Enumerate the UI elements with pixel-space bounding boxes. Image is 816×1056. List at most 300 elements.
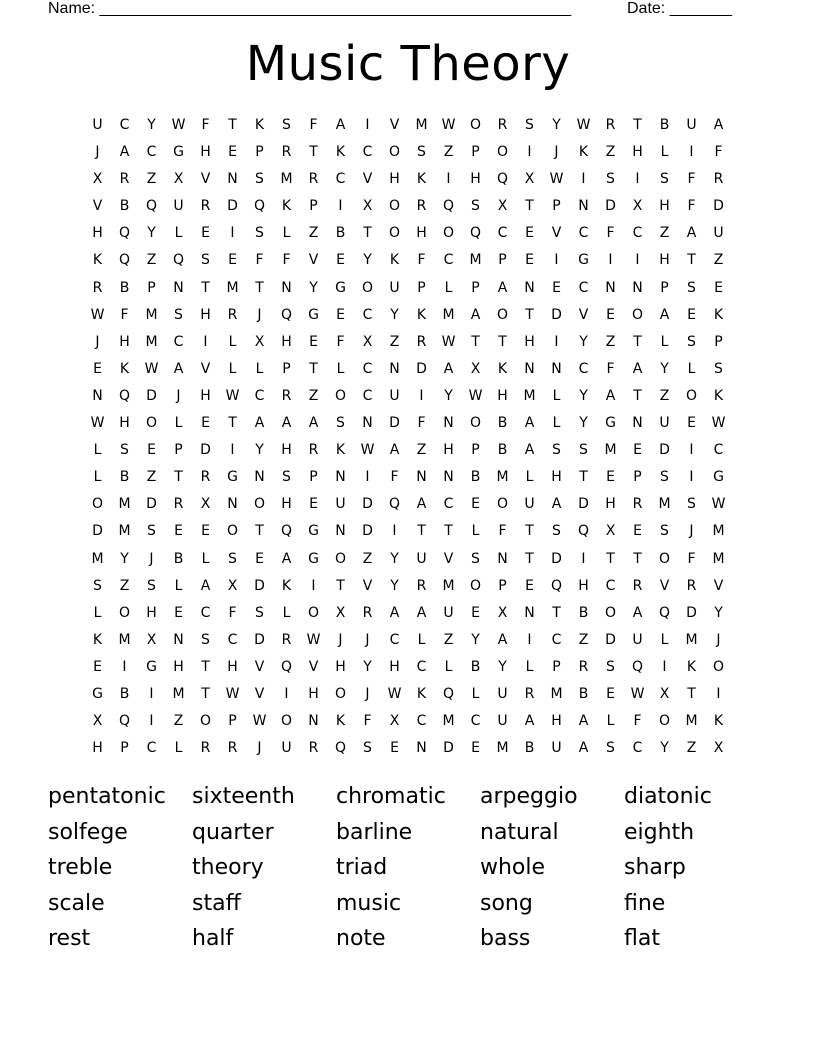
word-search-grid — [84, 112, 732, 762]
grid-letter: G — [308, 306, 319, 323]
grid-letter: C — [632, 740, 643, 757]
grid-letter: D — [551, 306, 562, 323]
grid-letter: U — [389, 279, 400, 296]
grid-letter: H — [119, 415, 130, 432]
grid-letter: L — [444, 658, 453, 675]
grid-letter: U — [659, 415, 670, 432]
grid-letter: C — [146, 740, 157, 757]
grid-letter: P — [498, 577, 507, 594]
grid-letter: I — [149, 713, 154, 730]
grid-letter: H — [551, 713, 562, 730]
grid-letter: F — [417, 415, 426, 432]
grid-letter: N — [416, 469, 427, 486]
grid-letter: P — [471, 442, 480, 459]
grid-letter: K — [335, 442, 346, 459]
grid-letter: P — [282, 360, 291, 377]
grid-letter: T — [363, 225, 372, 242]
grid-letter: Z — [308, 387, 319, 404]
grid-letter: E — [174, 523, 183, 540]
grid-letter: H — [227, 658, 238, 675]
grid-letter: F — [687, 171, 696, 188]
grid-letter: H — [173, 658, 184, 675]
grid-letter: J — [365, 685, 370, 702]
grid-letter: D — [92, 523, 103, 540]
word-bank-item: flat — [624, 926, 660, 951]
grid-letter: N — [227, 496, 238, 513]
grid-letter: I — [311, 577, 316, 594]
grid-letter: O — [712, 658, 725, 675]
grid-letter: H — [632, 144, 643, 161]
grid-letter: W — [171, 117, 186, 133]
grid-letter: P — [255, 144, 264, 161]
grid-letter: R — [119, 171, 130, 188]
grid-letter: E — [525, 577, 534, 594]
grid-letter: W — [387, 685, 402, 702]
grid-letter: P — [147, 279, 156, 296]
grid-letter: Z — [443, 144, 454, 161]
grid-letter: N — [281, 279, 292, 296]
grid-letter: C — [362, 144, 373, 161]
grid-letter: S — [201, 631, 210, 648]
grid-letter: T — [633, 117, 642, 133]
grid-letter: Q — [442, 685, 455, 702]
grid-letter: M — [442, 577, 455, 594]
grid-letter: M — [712, 550, 725, 567]
grid-letter: P — [471, 144, 480, 161]
grid-letter: X — [200, 496, 211, 513]
grid-letter: C — [443, 252, 454, 269]
grid-letter: S — [417, 144, 426, 161]
grid-letter: L — [93, 442, 102, 459]
grid-letter: N — [632, 415, 643, 432]
grid-letter: M — [442, 306, 455, 323]
word-bank-item: theory — [192, 855, 264, 880]
grid-letter: K — [713, 306, 724, 323]
grid-letter: V — [713, 577, 724, 594]
grid-letter: H — [281, 333, 292, 350]
grid-letter: I — [635, 252, 640, 269]
grid-letter: M — [604, 442, 617, 459]
grid-letter: T — [498, 333, 507, 350]
grid-letter: T — [444, 523, 453, 540]
grid-letter: C — [632, 225, 643, 242]
grid-letter: Y — [498, 658, 507, 675]
grid-letter: G — [713, 469, 724, 486]
grid-letter: E — [201, 415, 210, 432]
grid-letter: H — [470, 171, 481, 188]
grid-letter: E — [606, 469, 615, 486]
grid-letter: I — [689, 469, 694, 486]
grid-letter: R — [416, 577, 427, 594]
grid-letter: E — [687, 306, 696, 323]
grid-letter: O — [388, 225, 401, 242]
grid-letter: S — [660, 469, 669, 486]
grid-letter: Q — [577, 523, 590, 540]
grid-letter: E — [255, 550, 264, 567]
grid-letter: O — [442, 225, 455, 242]
grid-letter: H — [389, 171, 400, 188]
grid-letter: R — [281, 631, 292, 648]
grid-letter: M — [118, 496, 131, 513]
grid-letter: E — [201, 523, 210, 540]
grid-letter: W — [468, 387, 483, 404]
grid-letter: E — [309, 333, 318, 350]
grid-letter: A — [281, 415, 292, 432]
grid-letter: P — [309, 469, 318, 486]
grid-letter: M — [145, 333, 158, 350]
grid-letter: O — [658, 550, 671, 567]
grid-letter: L — [174, 415, 183, 432]
grid-letter: W — [576, 117, 591, 133]
grid-letter: U — [497, 713, 508, 730]
grid-letter: K — [416, 685, 427, 702]
grid-letter: K — [281, 198, 292, 215]
grid-letter: M — [145, 306, 158, 323]
grid-letter: L — [417, 631, 426, 648]
grid-letter: O — [469, 117, 482, 133]
grid-letter: C — [389, 631, 400, 648]
grid-letter: D — [146, 496, 157, 513]
grid-letter: M — [523, 387, 536, 404]
grid-letter: G — [308, 550, 319, 567]
grid-letter: R — [308, 442, 319, 459]
grid-letter: A — [443, 360, 454, 377]
grid-letter: G — [92, 685, 103, 702]
grid-letter: W — [252, 713, 267, 730]
grid-letter: R — [281, 387, 292, 404]
grid-letter: R — [227, 740, 238, 757]
grid-letter: A — [497, 279, 508, 296]
grid-letter: O — [280, 713, 293, 730]
grid-letter: I — [392, 523, 397, 540]
grid-letter: P — [309, 198, 318, 215]
grid-letter: Z — [713, 252, 724, 269]
grid-letter: R — [200, 740, 211, 757]
grid-letter: X — [92, 171, 103, 188]
grid-letter: T — [633, 387, 642, 404]
grid-letter: X — [335, 604, 346, 621]
grid-letter: L — [660, 631, 669, 648]
grid-letter: E — [336, 306, 345, 323]
grid-letter: B — [335, 225, 346, 242]
grid-letter: M — [496, 469, 509, 486]
grid-letter: V — [443, 550, 454, 567]
grid-letter: S — [255, 225, 264, 242]
grid-letter: Z — [443, 631, 454, 648]
grid-letter: O — [469, 577, 482, 594]
grid-letter: X — [632, 198, 643, 215]
grid-letter: E — [201, 225, 210, 242]
grid-letter: Q — [388, 496, 401, 513]
grid-letter: O — [469, 415, 482, 432]
grid-letter: I — [581, 550, 586, 567]
grid-letter: W — [144, 360, 159, 377]
grid-letter: Z — [578, 631, 589, 648]
grid-letter: B — [659, 117, 670, 133]
grid-letter: E — [93, 360, 102, 377]
grid-letter: H — [659, 252, 670, 269]
grid-letter: X — [362, 333, 373, 350]
grid-letter: V — [200, 360, 211, 377]
grid-letter: B — [173, 550, 184, 567]
grid-letter: C — [578, 279, 589, 296]
grid-letter: R — [632, 577, 643, 594]
grid-letter: C — [362, 387, 373, 404]
grid-letter: O — [388, 198, 401, 215]
grid-letter: Y — [444, 387, 453, 404]
grid-letter: C — [335, 171, 346, 188]
grid-letter: T — [606, 550, 615, 567]
grid-letter: D — [254, 631, 265, 648]
grid-letter: Y — [147, 117, 156, 133]
grid-letter: V — [254, 658, 265, 675]
grid-letter: R — [416, 198, 427, 215]
grid-letter: L — [660, 144, 669, 161]
grid-letter: O — [631, 306, 644, 323]
grid-letter: I — [527, 631, 532, 648]
grid-letter: T — [228, 415, 237, 432]
grid-letter: J — [95, 144, 100, 161]
word-bank-item: song — [480, 890, 533, 916]
grid-letter: I — [419, 387, 424, 404]
grid-letter: L — [336, 360, 345, 377]
grid-letter: R — [200, 469, 211, 486]
grid-letter: E — [525, 225, 534, 242]
grid-letter: T — [525, 306, 534, 323]
grid-letter: H — [551, 469, 562, 486]
grid-letter: C — [578, 360, 589, 377]
grid-letter: Y — [255, 442, 264, 459]
grid-letter: N — [524, 360, 535, 377]
grid-letter: G — [335, 279, 346, 296]
grid-letter: D — [146, 387, 157, 404]
grid-letter: L — [93, 469, 102, 486]
grid-letter: K — [713, 713, 724, 730]
grid-letter: L — [174, 577, 183, 594]
grid-letter: Q — [172, 252, 185, 269]
grid-letter: A — [632, 604, 643, 621]
grid-letter: C — [362, 306, 373, 323]
grid-letter: U — [443, 604, 454, 621]
grid-letter: R — [227, 306, 238, 323]
grid-letter: F — [714, 144, 723, 161]
grid-letter: S — [552, 523, 561, 540]
grid-letter: Z — [308, 225, 319, 242]
grid-letter: O — [496, 144, 509, 161]
grid-letter: D — [551, 550, 562, 567]
grid-letter: F — [120, 306, 129, 323]
word-bank-item: natural — [480, 819, 559, 845]
grid-letter: W — [225, 387, 240, 404]
grid-letter: L — [471, 685, 480, 702]
grid-letter: G — [578, 252, 589, 269]
grid-letter: O — [604, 604, 617, 621]
grid-letter: M — [118, 631, 131, 648]
grid-letter: W — [711, 496, 726, 513]
grid-letter: C — [605, 577, 616, 594]
grid-letter: A — [605, 387, 616, 404]
grid-letter: F — [687, 198, 696, 215]
grid-letter: Q — [280, 658, 293, 675]
grid-letter: A — [524, 442, 535, 459]
grid-letter: E — [552, 279, 561, 296]
grid-letter: Y — [579, 387, 588, 404]
grid-letter: Y — [552, 117, 561, 133]
grid-letter: H — [416, 225, 427, 242]
grid-letter: O — [253, 496, 266, 513]
grid-letter: R — [578, 658, 589, 675]
grid-letter: S — [606, 740, 615, 757]
grid-letter: S — [552, 442, 561, 459]
grid-letter: I — [230, 442, 235, 459]
grid-letter: N — [335, 469, 346, 486]
grid-letter: L — [444, 279, 453, 296]
grid-letter: Y — [579, 415, 588, 432]
grid-letter: F — [228, 604, 237, 621]
word-bank-item: note — [336, 926, 386, 951]
grid-letter: R — [173, 496, 184, 513]
word-bank-item: bass — [480, 926, 531, 951]
grid-letter: K — [416, 306, 427, 323]
grid-letter: E — [309, 496, 318, 513]
grid-letter: S — [606, 171, 615, 188]
grid-letter: W — [630, 685, 645, 702]
grid-letter: S — [93, 577, 102, 594]
grid-letter: Z — [146, 171, 157, 188]
grid-letter: X — [146, 631, 157, 648]
grid-letter: N — [173, 279, 184, 296]
grid-letter: A — [551, 496, 562, 513]
grid-letter: L — [552, 415, 561, 432]
grid-letter: M — [415, 117, 428, 133]
grid-letter: E — [687, 415, 696, 432]
grid-letter: P — [174, 442, 183, 459]
grid-letter: Z — [605, 333, 616, 350]
grid-letter: N — [254, 469, 265, 486]
grid-letter: N — [605, 279, 616, 296]
grid-letter: E — [633, 523, 642, 540]
grid-letter: R — [308, 740, 319, 757]
grid-letter: Y — [390, 577, 399, 594]
grid-letter: N — [389, 360, 400, 377]
grid-letter: U — [92, 117, 103, 133]
grid-letter: U — [524, 496, 535, 513]
grid-letter: T — [201, 658, 210, 675]
grid-letter: D — [686, 604, 697, 621]
grid-letter: A — [281, 550, 292, 567]
grid-letter: H — [200, 387, 211, 404]
grid-letter: T — [525, 550, 534, 567]
grid-letter: I — [689, 442, 694, 459]
grid-letter: U — [281, 740, 292, 757]
grid-letter: B — [497, 415, 508, 432]
grid-letter: Q — [658, 604, 671, 621]
grid-letter: L — [687, 360, 696, 377]
grid-letter: F — [606, 360, 615, 377]
grid-letter: D — [659, 442, 670, 459]
grid-letter: V — [92, 198, 103, 215]
grid-letter: I — [230, 225, 235, 242]
grid-letter: A — [335, 117, 346, 133]
grid-letter: C — [416, 658, 427, 675]
word-bank-item: arpeggio — [480, 784, 578, 809]
grid-letter: F — [390, 469, 399, 486]
word-bank-item: triad — [336, 855, 388, 880]
grid-letter: U — [686, 117, 697, 133]
grid-letter: R — [281, 144, 292, 161]
grid-letter: S — [363, 740, 372, 757]
grid-letter: G — [605, 415, 616, 432]
grid-letter: M — [118, 523, 131, 540]
grid-letter: P — [417, 279, 426, 296]
grid-letter: T — [687, 252, 696, 269]
grid-letter: N — [443, 469, 454, 486]
grid-letter: M — [91, 550, 104, 567]
grid-letter: Y — [363, 252, 372, 269]
grid-letter: C — [470, 713, 481, 730]
grid-letter: E — [174, 604, 183, 621]
grid-letter: V — [308, 252, 319, 269]
grid-letter: M — [658, 496, 671, 513]
grid-letter: E — [525, 252, 534, 269]
grid-letter: H — [524, 333, 535, 350]
grid-letter: S — [336, 415, 345, 432]
grid-letter: I — [608, 252, 613, 269]
grid-letter: J — [716, 631, 721, 648]
grid-letter: F — [633, 713, 642, 730]
grid-letter: Z — [686, 740, 697, 757]
grid-letter: K — [335, 144, 346, 161]
grid-letter: L — [552, 387, 561, 404]
grid-letter: W — [90, 306, 105, 323]
grid-letter: I — [662, 658, 667, 675]
grid-letter: B — [470, 469, 481, 486]
grid-letter: F — [498, 523, 507, 540]
grid-letter: L — [228, 333, 237, 350]
grid-letter: C — [173, 333, 184, 350]
grid-letter: S — [228, 550, 237, 567]
grid-letter: P — [552, 198, 561, 215]
grid-letter: P — [660, 279, 669, 296]
grid-letter: W — [225, 685, 240, 702]
grid-letter: Z — [146, 252, 157, 269]
grid-letter: R — [497, 117, 508, 133]
grid-letter: S — [255, 171, 264, 188]
grid-letter: N — [416, 740, 427, 757]
grid-letter: V — [389, 117, 400, 133]
grid-letter: V — [308, 658, 319, 675]
grid-letter: A — [659, 306, 670, 323]
grid-letter: S — [282, 469, 291, 486]
grid-letter: X — [497, 604, 508, 621]
grid-letter: N — [632, 279, 643, 296]
word-bank-item: sharp — [624, 855, 686, 880]
grid-letter: A — [173, 360, 184, 377]
grid-letter: B — [578, 604, 589, 621]
word-bank-item: pentatonic — [48, 784, 166, 809]
grid-letter: L — [660, 333, 669, 350]
grid-letter: A — [200, 577, 211, 594]
grid-letter: E — [633, 442, 642, 459]
word-bank-item: staff — [192, 890, 241, 916]
grid-letter: M — [442, 713, 455, 730]
grid-letter: D — [416, 360, 427, 377]
grid-letter: U — [173, 198, 184, 215]
grid-letter: Q — [496, 171, 509, 188]
grid-letter: M — [685, 631, 698, 648]
grid-letter: W — [441, 333, 456, 350]
grid-letter: F — [606, 225, 615, 242]
